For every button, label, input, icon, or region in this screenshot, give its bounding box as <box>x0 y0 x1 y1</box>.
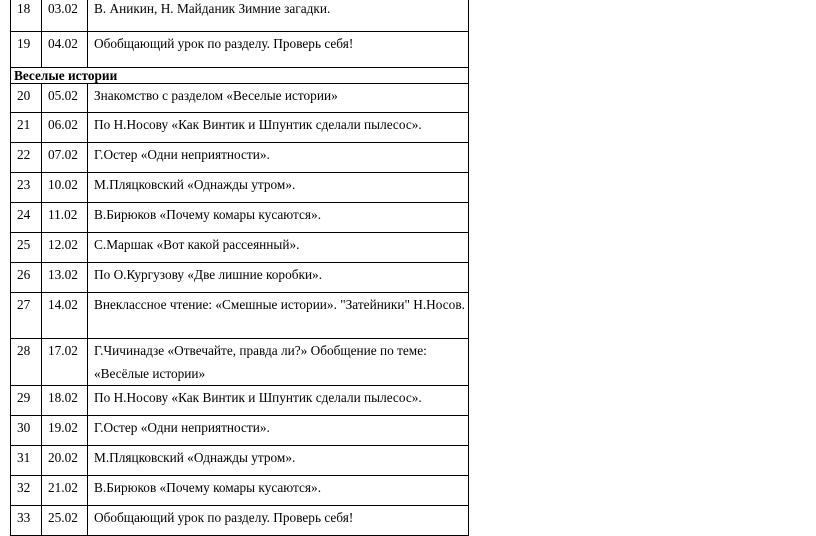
row-date: 18.02 <box>42 386 88 416</box>
row-title: Г.Чичинадзе «Отвечайте, правда ли?» Обобщение по теме: «Весёлые истории» <box>88 339 469 386</box>
row-number: 23 <box>11 173 42 203</box>
table-row <box>11 203 469 233</box>
row-title: В.Бирюков «Почему комары кусаются». <box>88 203 469 233</box>
row-number: 32 <box>11 476 42 506</box>
row-title: Обобщающий урок по разделу. Проверь себя! <box>88 32 469 68</box>
row-title: По Н.Носову «Как Винтик и Шпунтик сделали пылесос». <box>88 113 469 143</box>
row-title: Знакомство с разделом «Веселые истории» <box>88 84 469 113</box>
row-number: 33 <box>11 506 42 536</box>
row-number: 21 <box>11 113 42 143</box>
row-number: 29 <box>11 386 42 416</box>
row-title: Г.Остер «Одни неприятности». <box>88 143 469 173</box>
row-title: М.Пляцковский «Однажды утром». <box>88 173 469 203</box>
row-number: 19 <box>11 32 42 68</box>
table-row <box>11 143 469 173</box>
table-row <box>11 446 469 476</box>
row-title: С.Маршак «Вот какой рассеянный». <box>88 233 469 263</box>
table-row <box>11 293 469 339</box>
row-number: 25 <box>11 233 42 263</box>
row-number: 20 <box>11 84 42 113</box>
table-row <box>11 0 469 32</box>
row-date: 03.02 <box>42 0 88 32</box>
table-row <box>11 173 469 203</box>
row-title: Г.Остер «Одни неприятности». <box>88 416 469 446</box>
table-row <box>11 233 469 263</box>
row-title: М.Пляцковский «Однажды утром». <box>88 446 469 476</box>
table-row <box>11 339 469 386</box>
row-number: 22 <box>11 143 42 173</box>
table-row <box>11 506 469 536</box>
row-date: 14.02 <box>42 293 88 339</box>
row-number: 31 <box>11 446 42 476</box>
row-number: 30 <box>11 416 42 446</box>
row-title: В.Бирюков «Почему комары кусаются». <box>88 476 469 506</box>
row-date: 21.02 <box>42 476 88 506</box>
row-date: 11.02 <box>42 203 88 233</box>
row-number: 28 <box>11 339 42 386</box>
row-title: Внеклассное чтение: «Смешные истории». "Затейники" Н.Носов. <box>88 293 469 339</box>
row-title: В. Аникин, Н. Майданик Зимние загадки. <box>88 0 469 32</box>
row-number: 26 <box>11 263 42 293</box>
row-date: 05.02 <box>42 84 88 113</box>
row-date: 04.02 <box>42 32 88 68</box>
row-title: Обобщающий урок по разделу. Проверь себя! <box>88 506 469 536</box>
row-title: По Н.Носову «Как Винтик и Шпунтик сделали пылесос». <box>88 386 469 416</box>
table-row <box>11 84 469 113</box>
row-date: 17.02 <box>42 339 88 386</box>
table-row <box>11 32 469 68</box>
table-row <box>11 416 469 446</box>
row-date: 07.02 <box>42 143 88 173</box>
row-number: 24 <box>11 203 42 233</box>
row-date: 10.02 <box>42 173 88 203</box>
row-date: 20.02 <box>42 446 88 476</box>
row-date: 12.02 <box>42 233 88 263</box>
table-row <box>11 263 469 293</box>
row-title: По О.Кургузову «Две лишние коробки». <box>88 263 469 293</box>
section-header-row <box>11 68 469 84</box>
row-number: 27 <box>11 293 42 339</box>
row-date: 19.02 <box>42 416 88 446</box>
row-number: 18 <box>11 0 42 32</box>
row-date: 06.02 <box>42 113 88 143</box>
lesson-plan-table <box>10 0 469 536</box>
table-row <box>11 386 469 416</box>
row-date: 13.02 <box>42 263 88 293</box>
table-row <box>11 113 469 143</box>
section-title: Веселые истории <box>11 68 469 84</box>
row-date: 25.02 <box>42 506 88 536</box>
table-body <box>11 0 469 536</box>
table-row <box>11 476 469 506</box>
